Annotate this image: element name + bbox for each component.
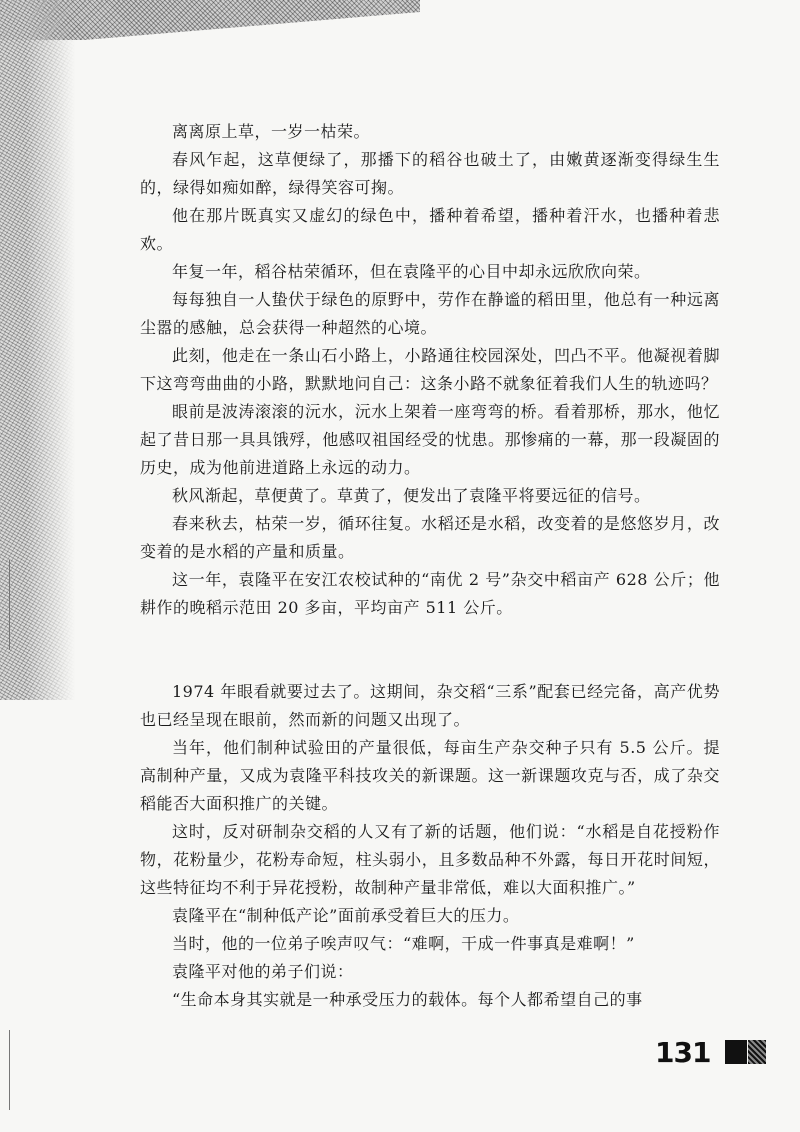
page-marker-block xyxy=(725,1040,747,1064)
paragraph: 1974 年眼看就要过去了。这期间，杂交稻“三系”配套已经完备，高产优势也已经呈现在眼前，然而新的问题又出现了。 xyxy=(140,682,720,729)
paragraph: 春来秋去，枯荣一岁，循环往复。水稻还是水稻，改变着的是悠悠岁月，改变着的是水稻的产量和质量。 xyxy=(140,514,720,561)
page-number: 131 xyxy=(655,1036,711,1069)
text-section-1 xyxy=(140,118,720,622)
paragraph: 他在那片既真实又虚幻的绿色中，播种着希望，播种着汗水，也播种着悲欢。 xyxy=(140,206,720,253)
text-section-2 xyxy=(140,678,720,1014)
paragraph: 秋风渐起，草便黄了。草黄了，便发出了袁隆平将要远征的信号。 xyxy=(172,486,651,505)
paragraph: 这时，反对研制杂交稻的人又有了新的话题，他们说：“水稻是自花授粉作物，花粉量少，花粉寿命短，柱头弱小，且多数品种不外露，每日开花时间短，这些特征均不利于异花授粉，故制种产量非常低，难以大面积推广。” xyxy=(140,822,720,897)
page-marker-block xyxy=(748,1040,766,1064)
paragraph: 每每独自一人蛰伏于绿色的原野中，劳作在静谧的稻田里，他总有一种远离尘嚣的感触，总会获得一种超然的心境。 xyxy=(140,290,720,337)
paragraph: 这一年，袁隆平在安江农校试种的“南优 2 号”杂交中稻亩产 628 公斤；他耕作的晚稻示范田 20 多亩，平均亩产 511 公斤。 xyxy=(140,570,720,617)
margin-line xyxy=(9,1030,10,1110)
paragraph: 离离原上草，一岁一枯荣。 xyxy=(172,122,371,141)
paragraph: 袁隆平在“制种低产论”面前承受着巨大的压力。 xyxy=(172,906,520,925)
paragraph: 当年，他们制种试验田的产量很低，每亩生产杂交种子只有 5.5 公斤。提高制种产量，又成为袁隆平科技攻关的新课题。这一新课题攻克与否，成了杂交稻能否大面积推广的关键。 xyxy=(140,738,720,813)
paragraph: 年复一年，稻谷枯荣循环，但在袁隆平的心目中却永远欣欣向荣。 xyxy=(172,262,651,281)
paragraph: “生命本身其实就是一种承受压力的载体。每个人都希望自己的事 xyxy=(172,990,643,1009)
paragraph: 眼前是波涛滚滚的沅水，沅水上架着一座弯弯的桥。看着那桥，那水，他忆起了昔日那一具具饿殍，他感叹祖国经受的忧患。那惨痛的一幕，那一段凝固的历史，成为他前进道路上永远的动力。 xyxy=(140,402,720,477)
paragraph: 袁隆平对他的弟子们说： xyxy=(172,962,354,981)
paragraph: 此刻，他走在一条山石小路上，小路通往校园深处，凹凸不平。他凝视着脚下这弯弯曲曲的小路，默默地问自己：这条小路不就象征着我们人生的轨迹吗？ xyxy=(140,346,720,393)
scan-shadow-left xyxy=(0,0,75,700)
paragraph: 当时，他的一位弟子唉声叹气：“难啊，干成一件事真是难啊！” xyxy=(172,934,635,953)
margin-line xyxy=(9,560,10,650)
paragraph: 春风乍起，这草便绿了，那播下的稻谷也破土了，由嫩黄逐渐变得绿生生的，绿得如痴如醉，绿得笑容可掬。 xyxy=(140,150,720,197)
